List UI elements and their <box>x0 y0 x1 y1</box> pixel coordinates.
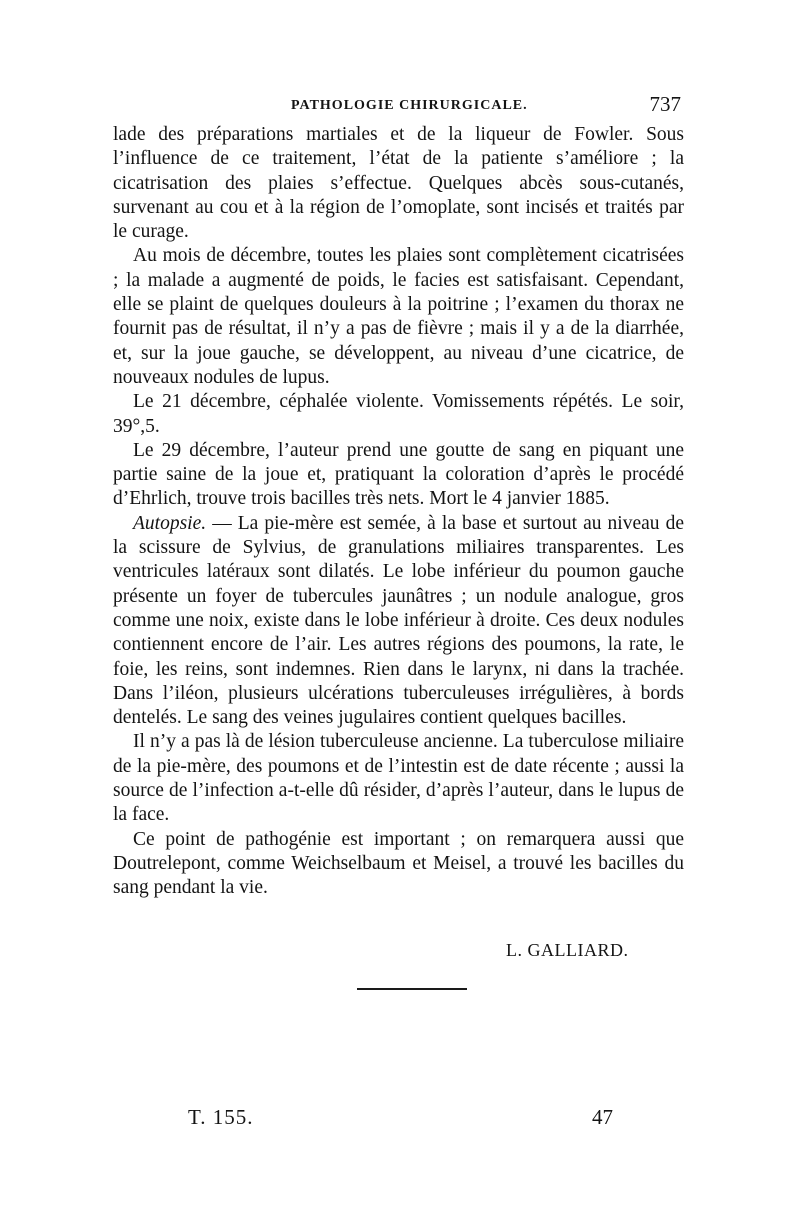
paragraph: Au mois de décembre, toutes les plaies sont complètement cicatrisées ; la malade a augmenté de poids, le facies est satisfaisant. Cependant, elle se plaint de quelques douleurs à la poitrine ; l’examen du thorax ne fournit pas de résultat, il n’y a pas de fièvre ; mais il y a de la diarrhée, et, sur la joue gauche, se développent, au niveau d’une cicatrice, de nouveaux nodules de lupus. <box>113 245 684 388</box>
paragraph: lade des préparations martiales et de la liqueur de Fowler. Sous l’influence de ce traitement, l’état de la patiente s’améliore ; la cicatrisation des plaies s’effectue. Quelques abcès sous-cutanés, survenant au cou et à la région de l’omoplate, sont incisés et traités par le curage. <box>113 124 684 243</box>
running-head <box>113 92 683 122</box>
section-rule <box>357 988 467 990</box>
author-signature: L. GALLIARD. <box>506 940 629 960</box>
footer-sheet-number: 47 <box>592 1105 613 1129</box>
body-text <box>113 123 684 901</box>
paragraph: Le 21 décembre, céphalée violente. Vomissements répétés. Le soir, 39°,5. <box>113 391 684 437</box>
running-title: PATHOLOGIE CHIRURGICALE. <box>291 98 528 113</box>
paragraph: Il n’y a pas là de lésion tuberculeuse ancienne. La tuberculose miliaire de la pie-mère, des poumons et de l’intestin est de date récente ; aussi la source de l’infection a-t-elle dû résider, d’après l’auteur, dans le lupus de la face. <box>113 731 684 826</box>
footer-volume: T. 155. <box>188 1105 254 1129</box>
paragraph-autopsie: Autopsie. — La pie-mère est semée, à la base et surtout au niveau de la scissure de Sylvius, de granulations miliaires transparentes. Les ventricules latéraux sont dilatés. Le lobe inférieur du poumon gauche présente un foyer de tubercules jaunâtres ; un nodule analogue, gros comme une noix, existe dans le lobe inférieur à droite. Ces deux nodules contiennent encore de l’air. Les autres régions des poumons, la rate, le foie, les reins, sont indemnes. Rien dans le larynx, ni dans la trachée. Dans l’iléon, plusieurs ulcérations tuberculeuses irrégulières, à bords dentelés. Le sang des veines jugulaires contient quelques bacilles. <box>113 512 684 729</box>
paragraph: Le 29 décembre, l’auteur prend une goutte de sang en piquant une partie saine de la joue et, pratiquant la coloration d’après le procédé d’Ehrlich, trouve trois bacilles très nets. Mort le 4 janvier 1885. <box>113 439 684 510</box>
page-number: 737 <box>649 92 681 116</box>
paragraph: Ce point de pathogénie est important ; on remarquera aussi que Doutrelepont, comme Weichselbaum et Meisel, a trouvé les bacilles du sang pendant la vie. <box>113 828 684 899</box>
section-lead: Autopsie. <box>133 512 207 534</box>
